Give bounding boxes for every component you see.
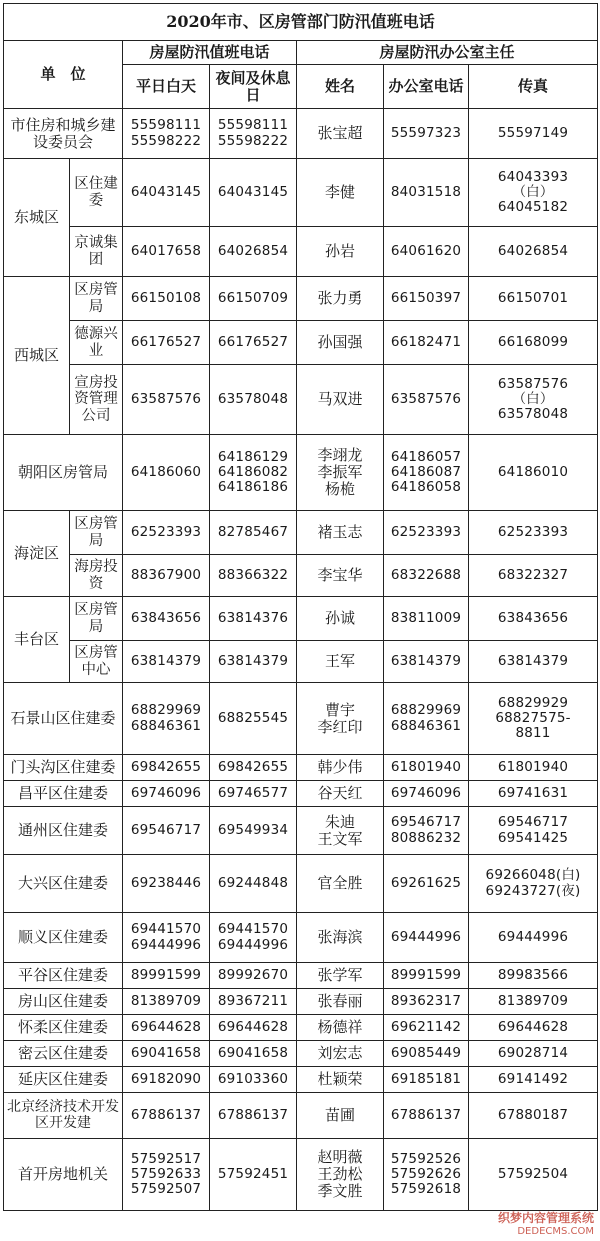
unit-cell: 北京经济技术开发区开发建: [4, 1093, 123, 1139]
night-phone: 66176527: [210, 321, 297, 365]
district-cell: 西城区: [4, 277, 70, 435]
unit-cell: 顺义区住建委: [4, 913, 123, 963]
sub-unit-cell: 区住建委: [70, 159, 123, 227]
table-title: 2020年市、区房管部门防汛值班电话: [4, 4, 598, 41]
unit-cell: 怀柔区住建委: [4, 1015, 123, 1041]
weekday-phone: 68829969 68846361: [123, 683, 210, 755]
weekday-phone: 69644628: [123, 1015, 210, 1041]
table-row: [4, 109, 598, 159]
director-name: 张学军: [297, 963, 384, 989]
sub-unit-cell: 德源兴业: [70, 321, 123, 365]
unit-cell: 通州区住建委: [4, 807, 123, 855]
weekday-phone: 69546717: [123, 807, 210, 855]
header-duty-phone: 房屋防汛值班电话: [123, 41, 297, 65]
night-phone: 66150709: [210, 277, 297, 321]
office-phone: 63587576: [384, 365, 469, 435]
office-phone: 64186057 64186087 64186058: [384, 435, 469, 511]
night-phone: 89992670: [210, 963, 297, 989]
fax-number: 64043393 （白） 64045182: [469, 159, 598, 227]
director-name: 张春丽: [297, 989, 384, 1015]
unit-cell: 门头沟区住建委: [4, 755, 123, 781]
director-name: 褚玉志: [297, 511, 384, 555]
sub-unit-cell: 京诚集团: [70, 227, 123, 277]
fax-number: 64026854: [469, 227, 598, 277]
fax-number: 68829929 68827575- 8811: [469, 683, 598, 755]
fax-number: 57592504: [469, 1139, 598, 1211]
header-fax: 传真: [469, 65, 598, 109]
weekday-phone: 69041658: [123, 1041, 210, 1067]
office-phone: 66150397: [384, 277, 469, 321]
table-row: [4, 227, 598, 277]
header-weekday: 平日白天: [123, 65, 210, 109]
director-name: 李宝华: [297, 555, 384, 597]
table-row: [4, 855, 598, 913]
night-phone: 68825545: [210, 683, 297, 755]
night-phone: 89367211: [210, 989, 297, 1015]
office-phone: 69261625: [384, 855, 469, 913]
night-phone: 64186129 64186082 64186186: [210, 435, 297, 511]
table-row: [4, 989, 598, 1015]
director-name: 马双进: [297, 365, 384, 435]
office-phone: 62523393: [384, 511, 469, 555]
fax-number: 67880187: [469, 1093, 598, 1139]
office-phone: 84031518: [384, 159, 469, 227]
night-phone: 63814379: [210, 641, 297, 683]
weekday-phone: 62523393: [123, 511, 210, 555]
fax-number: 69546717 69541425: [469, 807, 598, 855]
director-name: 杜颖荣: [297, 1067, 384, 1093]
watermark-line-1: 织梦内容管理系统: [497, 1211, 594, 1225]
fax-number: 69141492: [469, 1067, 598, 1093]
table-row: [4, 597, 598, 641]
director-name: 赵明薇 王劲松 季文胜: [297, 1139, 384, 1211]
fax-number: 68322327: [469, 555, 598, 597]
director-name: 张力勇: [297, 277, 384, 321]
district-cell: 丰台区: [4, 597, 70, 683]
weekday-phone: 89991599: [123, 963, 210, 989]
table-row: [4, 321, 598, 365]
weekday-phone: 63587576: [123, 365, 210, 435]
sub-unit-cell: 区房管局: [70, 511, 123, 555]
office-phone: 83811009: [384, 597, 469, 641]
table-row: [4, 1041, 598, 1067]
fax-number: 62523393: [469, 511, 598, 555]
weekday-phone: 55598111 55598222: [123, 109, 210, 159]
unit-cell: 密云区住建委: [4, 1041, 123, 1067]
sub-unit-cell: 区房管局: [70, 597, 123, 641]
weekday-phone: 63814379: [123, 641, 210, 683]
office-phone: 68322688: [384, 555, 469, 597]
fax-number: 55597149: [469, 109, 598, 159]
fax-number: 69266048(白) 69243727(夜): [469, 855, 598, 913]
director-name: 张海滨: [297, 913, 384, 963]
director-name: 杨德祥: [297, 1015, 384, 1041]
office-phone: 64061620: [384, 227, 469, 277]
header-name: 姓名: [297, 65, 384, 109]
night-phone: 63578048: [210, 365, 297, 435]
unit-cell: 市住房和城乡建设委员会: [4, 109, 123, 159]
night-phone: 69244848: [210, 855, 297, 913]
weekday-phone: 69441570 69444996: [123, 913, 210, 963]
weekday-phone: 64017658: [123, 227, 210, 277]
night-phone: 82785467: [210, 511, 297, 555]
director-name: 朱迪 王文军: [297, 807, 384, 855]
night-phone: 64026854: [210, 227, 297, 277]
fax-number: 63843656: [469, 597, 598, 641]
director-name: 苗圃: [297, 1093, 384, 1139]
night-phone: 57592451: [210, 1139, 297, 1211]
table-row: [4, 913, 598, 963]
office-phone: 55597323: [384, 109, 469, 159]
director-name: 韩少伟: [297, 755, 384, 781]
table-row: [4, 511, 598, 555]
weekday-phone: 67886137: [123, 1093, 210, 1139]
table-row: [4, 807, 598, 855]
fax-number: 69741631: [469, 781, 598, 807]
site-watermark: [498, 1209, 594, 1237]
office-phone: 68829969 68846361: [384, 683, 469, 755]
weekday-phone: 57592517 57592633 57592507: [123, 1139, 210, 1211]
night-phone: 64043145: [210, 159, 297, 227]
weekday-phone: 64186060: [123, 435, 210, 511]
district-cell: 东城区: [4, 159, 70, 277]
table-row: [4, 277, 598, 321]
sub-unit-cell: 区房管局: [70, 277, 123, 321]
fax-number: 89983566: [469, 963, 598, 989]
night-phone: 67886137: [210, 1093, 297, 1139]
office-phone: 67886137: [384, 1093, 469, 1139]
unit-cell: 昌平区住建委: [4, 781, 123, 807]
night-phone: 55598111 55598222: [210, 109, 297, 159]
weekday-phone: 66150108: [123, 277, 210, 321]
office-phone: 61801940: [384, 755, 469, 781]
director-name: 李健: [297, 159, 384, 227]
sub-unit-cell: 海房投资: [70, 555, 123, 597]
unit-cell: 大兴区住建委: [4, 855, 123, 913]
duty-phone-table: [3, 3, 598, 1211]
unit-cell: 延庆区住建委: [4, 1067, 123, 1093]
office-phone: 69185181: [384, 1067, 469, 1093]
unit-cell: 石景山区住建委: [4, 683, 123, 755]
weekday-phone: 69182090: [123, 1067, 210, 1093]
sub-unit-cell: 区房管中心: [70, 641, 123, 683]
night-phone: 69549934: [210, 807, 297, 855]
weekday-phone: 64043145: [123, 159, 210, 227]
fax-number: 81389709: [469, 989, 598, 1015]
unit-cell: 首开房地机关: [4, 1139, 123, 1211]
night-phone: 69441570 69444996: [210, 913, 297, 963]
table-row: [4, 963, 598, 989]
weekday-phone: 81389709: [123, 989, 210, 1015]
director-name: 官全胜: [297, 855, 384, 913]
weekday-phone: 66176527: [123, 321, 210, 365]
table-row: [4, 1067, 598, 1093]
office-phone: 69621142: [384, 1015, 469, 1041]
fax-number: 66168099: [469, 321, 598, 365]
weekday-phone: 69238446: [123, 855, 210, 913]
header-office-phone: 办公室电话: [384, 65, 469, 109]
header-row-1: [4, 41, 598, 65]
night-phone: 69644628: [210, 1015, 297, 1041]
header-night: 夜间及休息日: [210, 65, 297, 109]
fax-number: 63814379: [469, 641, 598, 683]
header-unit: 单 位: [4, 41, 123, 109]
table-row: [4, 683, 598, 755]
office-phone: 69746096: [384, 781, 469, 807]
weekday-phone: 63843656: [123, 597, 210, 641]
header-office-director: 房屋防汛办公室主任: [297, 41, 598, 65]
fax-number: 69444996: [469, 913, 598, 963]
office-phone: 89991599: [384, 963, 469, 989]
director-name: 刘宏志: [297, 1041, 384, 1067]
office-phone: 69085449: [384, 1041, 469, 1067]
table-row: [4, 755, 598, 781]
district-cell: 海淀区: [4, 511, 70, 597]
table-row: [4, 159, 598, 227]
night-phone: 88366322: [210, 555, 297, 597]
office-phone: 57592526 57592626 57592618: [384, 1139, 469, 1211]
director-name: 孙诚: [297, 597, 384, 641]
director-name: 李翊龙 李振军 杨桅: [297, 435, 384, 511]
fax-number: 66150701: [469, 277, 598, 321]
office-phone: 66182471: [384, 321, 469, 365]
table-row: [4, 435, 598, 511]
director-name: 谷天红: [297, 781, 384, 807]
office-phone: 89362317: [384, 989, 469, 1015]
night-phone: 63814376: [210, 597, 297, 641]
night-phone: 69041658: [210, 1041, 297, 1067]
fax-number: 63587576 （白） 63578048: [469, 365, 598, 435]
director-name: 孙国强: [297, 321, 384, 365]
director-name: 王军: [297, 641, 384, 683]
weekday-phone: 69746096: [123, 781, 210, 807]
table-row: [4, 555, 598, 597]
phone-table-container: [3, 3, 597, 1238]
weekday-phone: 69842655: [123, 755, 210, 781]
director-name: 孙岩: [297, 227, 384, 277]
table-row: [4, 781, 598, 807]
unit-cell: 朝阳区房管局: [4, 435, 123, 511]
title-row: [4, 4, 598, 41]
fax-number: 69644628: [469, 1015, 598, 1041]
fax-number: 64186010: [469, 435, 598, 511]
table-row: [4, 1093, 598, 1139]
unit-cell: 平谷区住建委: [4, 963, 123, 989]
office-phone: 69546717 80886232: [384, 807, 469, 855]
weekday-phone: 88367900: [123, 555, 210, 597]
director-name: 张宝超: [297, 109, 384, 159]
table-row: [4, 365, 598, 435]
night-phone: 69746577: [210, 781, 297, 807]
fax-number: 69028714: [469, 1041, 598, 1067]
watermark-line-2: DEDECMS.COM: [517, 1226, 594, 1237]
unit-cell: 房山区住建委: [4, 989, 123, 1015]
night-phone: 69842655: [210, 755, 297, 781]
director-name: 曹宇 李红印: [297, 683, 384, 755]
office-phone: 69444996: [384, 913, 469, 963]
office-phone: 63814379: [384, 641, 469, 683]
night-phone: 69103360: [210, 1067, 297, 1093]
table-row: [4, 641, 598, 683]
table-row: [4, 1015, 598, 1041]
sub-unit-cell: 宣房投资管理公司: [70, 365, 123, 435]
fax-number: 61801940: [469, 755, 598, 781]
table-row: [4, 1139, 598, 1211]
